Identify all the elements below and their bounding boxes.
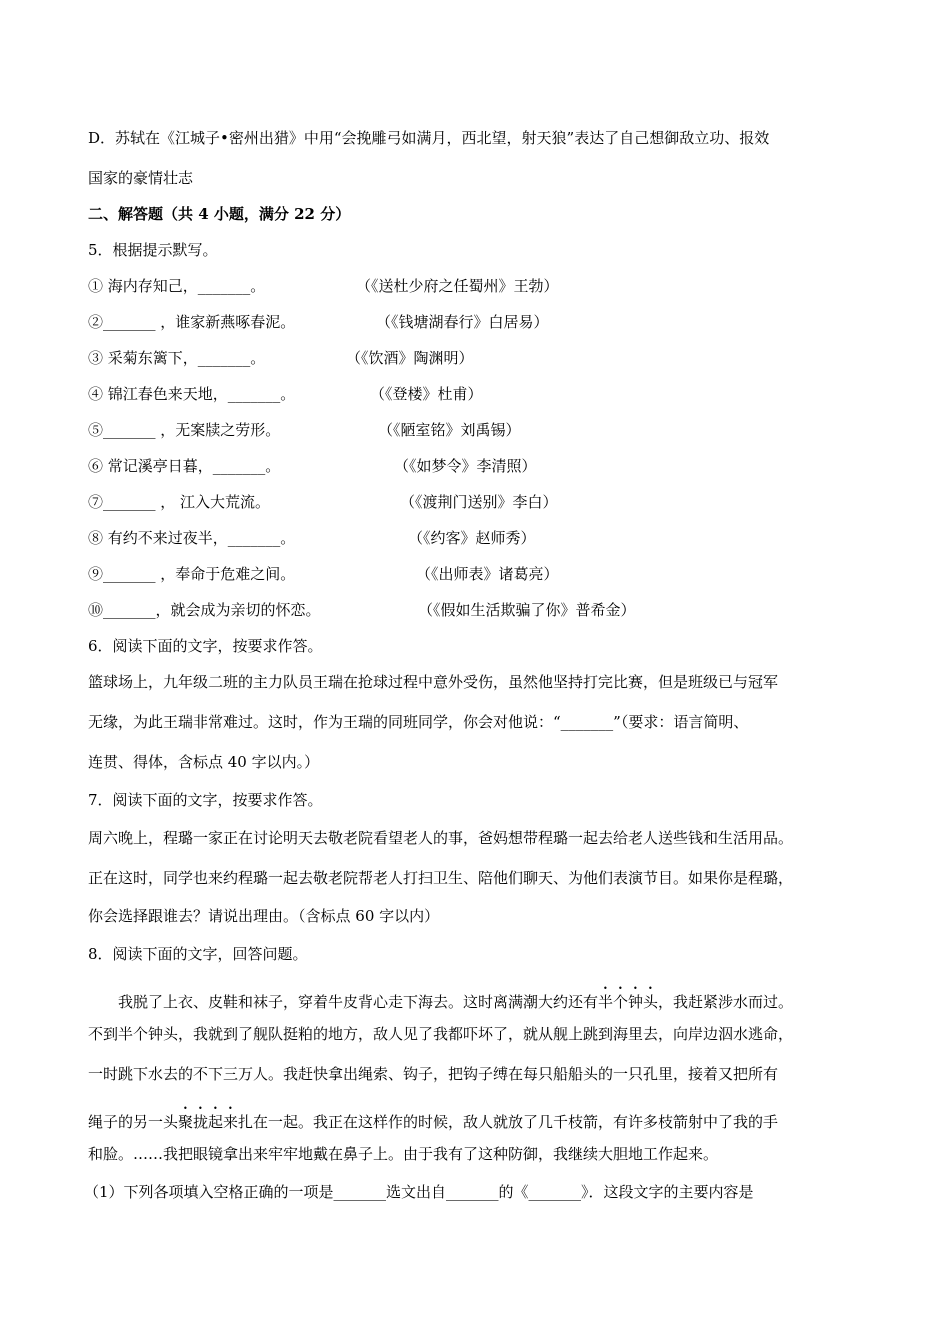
q5-stem: 5．根据提示默写。 — [88, 241, 218, 259]
q7-stem: 7．阅读下面的文字，按要求作答。 — [88, 791, 323, 809]
q5-item-7: ⑦_______ ， 江入大荒流。 — [88, 493, 271, 511]
q8-p1-b: ，我赶紧涉水而过。 — [658, 993, 794, 1011]
q8-p4-dotted: 聚拢起来 — [178, 1113, 239, 1131]
q5-source-3: （《饮酒》陶渊明） — [346, 349, 474, 367]
q5-source-8: （《约客》赵师秀） — [408, 529, 536, 547]
q5-item-2: ②_______ ，谁家新燕啄春泥。 — [88, 313, 296, 331]
q6-line3: 连贯、得体，含标点 40 字以内。） — [88, 753, 320, 771]
q8-p1-a: 我脱了上衣、皮鞋和袜子，穿着牛皮背心走下海去。这时离满潮大约还有 — [118, 993, 599, 1011]
q5-source-10: （《假如生活欺骗了你》普希金） — [418, 601, 636, 619]
q6-line2: 无缘，为此王瑞非常难过。这时，作为王瑞的同班同学，你会对他说：“_______”（要求：语言简明、 — [88, 713, 749, 731]
q5-item-9: ⑨_______ ，奉命于危难之间。 — [88, 565, 296, 583]
q5-item-10: ⑩_______，就会成为亲切的怀恋。 — [88, 601, 321, 619]
q5-source-2: （《钱塘湖春行》白居易） — [376, 313, 549, 331]
q8-p4-b: 扎在一起。我正在这样作的时候，敌人就放了几千枝箭，有许多枝箭射中了我的手 — [238, 1113, 779, 1131]
q5-item-5: ⑤_______ ，无案牍之劳形。 — [88, 421, 281, 439]
q6-line1: 篮球场上，九年级二班的主力队员王瑞在抢球过程中意外受伤，虽然他坚持打完比赛，但是班级已与冠军 — [88, 673, 779, 691]
q8-passage-line5: 和脸。……我把眼镜拿出来牢牢地戴在鼻子上。由于我有了这种防御，我继续大胆地工作起来。 — [88, 1145, 719, 1163]
q8-sub1: （1）下列各项填入空格正确的一项是_______选文出自_______的《_______》．这段文字的主要内容是 — [84, 1183, 754, 1201]
q7-line1: 周六晚上，程璐一家正在讨论明天去敬老院看望老人的事，爸妈想带程璐一起去给老人送些钱和生活用品。 — [88, 829, 794, 847]
q7-line2: 正在这时，同学也来约程璐一起去敬老院帮老人打扫卫生、陪他们聊天、为他们表演节目。如果你是程璐， — [88, 869, 794, 887]
q8-stem: 8．阅读下面的文字，回答问题。 — [88, 945, 308, 963]
q5-source-9: （《出师表》诸葛亮） — [416, 565, 559, 583]
q5-item-6: ⑥ 常记溪亭日暮，_______。 — [88, 457, 281, 475]
q7-line3: 你会选择跟谁去？请说出理由。（含标点 60 字以内） — [88, 907, 440, 925]
q4-option-d-line1: D．苏轼在《江城子•密州出猎》中用“会挽雕弓如满月，西北望，射天狼”表达了自己想御敌立功、报效 — [88, 129, 770, 147]
q5-item-8: ⑧ 有约不来过夜半，_______。 — [88, 529, 296, 547]
q4-option-d-line2: 国家的豪情壮志 — [88, 169, 194, 187]
q5-source-5: （《陋室铭》刘禹锡） — [378, 421, 521, 439]
q8-p1-dotted: 半个钟头 — [598, 993, 659, 1011]
q5-item-4: ④ 锦江春色来天地，_______。 — [88, 385, 296, 403]
q8-p4-a: 绳子的另一头 — [88, 1113, 179, 1131]
section2-heading: 二、解答题（共 4 小题，满分 22 分） — [88, 205, 351, 223]
q8-passage-line4 — [88, 1104, 778, 1132]
q8-passage-line2: 不到半个钟头，我就到了舰队挺粕的地方，敌人见了我都吓坏了，就从舰上跳到海里去，向岸边泅水逃命， — [88, 1025, 794, 1043]
q8-passage-line1 — [118, 984, 793, 1012]
q6-stem: 6．阅读下面的文字，按要求作答。 — [88, 637, 323, 655]
q5-source-4: （《登楼》杜甫） — [370, 385, 483, 403]
q5-source-1: （《送杜少府之任蜀州》王勃） — [356, 277, 559, 295]
q5-item-3: ③ 采菊东篱下，_______。 — [88, 349, 266, 367]
q5-source-7: （《渡荆门送别》李白） — [400, 493, 558, 511]
q5-source-6: （《如梦令》李清照） — [394, 457, 537, 475]
q8-passage-line3: 一时跳下水去的不下三万人。我赶快拿出绳索、钩子，把钩子缚在每只船船头的一只孔里，接着又把所有 — [88, 1065, 779, 1083]
q5-item-1: ① 海内存知己，_______。 — [88, 277, 266, 295]
